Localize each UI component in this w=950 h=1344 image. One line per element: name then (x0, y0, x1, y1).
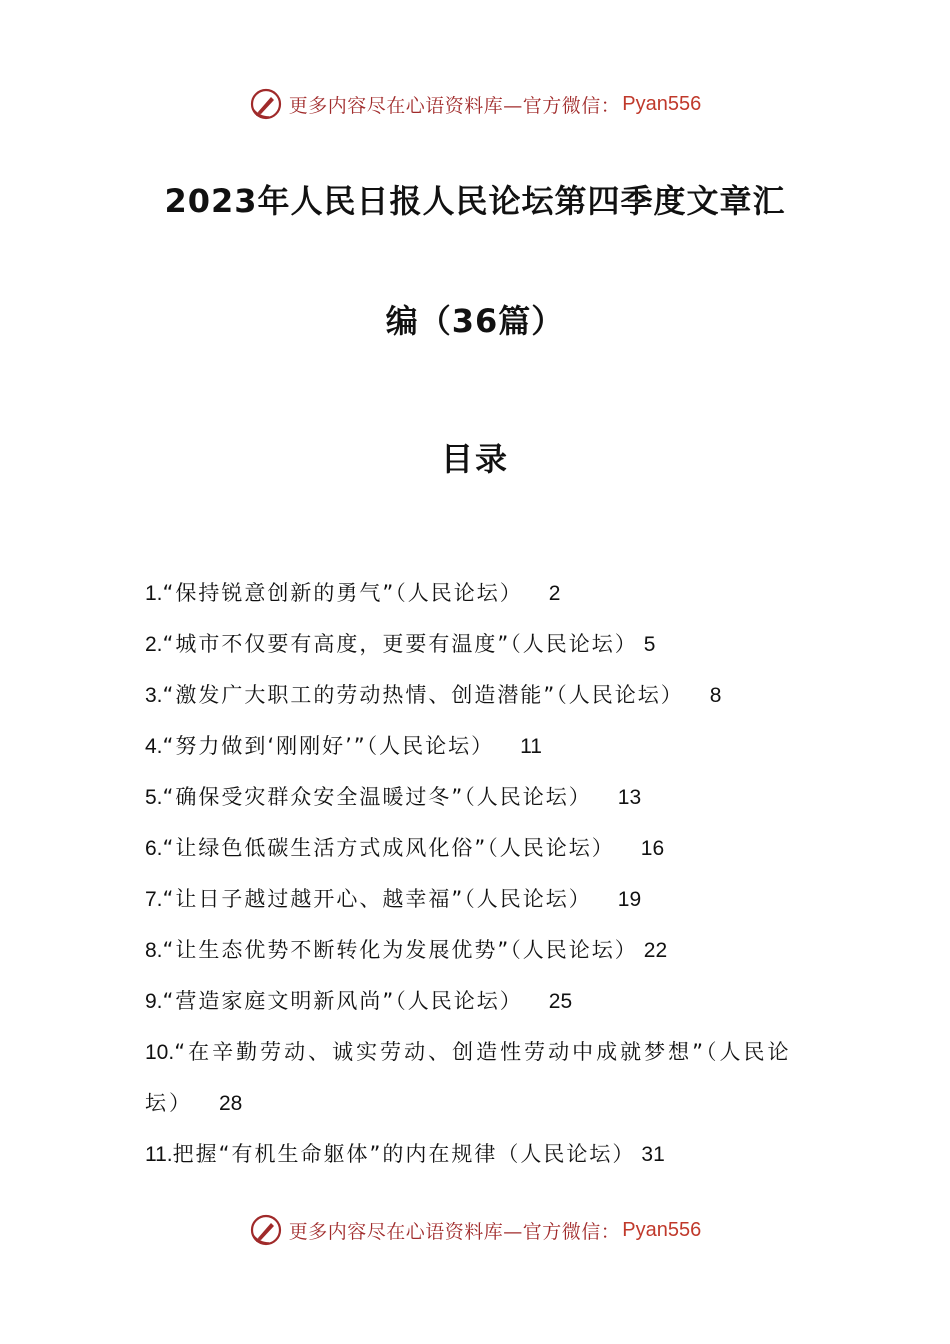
toc-entry-number: 10. (145, 1041, 175, 1064)
toc-entry[interactable] (145, 721, 810, 772)
pen-logo-icon (249, 1213, 283, 1247)
toc-entry[interactable] (145, 772, 810, 823)
toc-entry[interactable] (145, 568, 810, 619)
toc-heading: 目录 (440, 440, 509, 478)
toc-entry-page: 31 (641, 1143, 665, 1166)
toc-entry-page: 13 (617, 786, 642, 809)
footer-watermark (0, 1210, 950, 1250)
table-of-contents (145, 568, 810, 1180)
toc-entry-title: “确保受灾群众安全温暖过冬”（人民论坛） (162, 785, 592, 809)
toc-entry[interactable] (145, 874, 810, 925)
toc-entry-number: 9. (145, 990, 163, 1013)
toc-entry-title: “在辛勤劳动、诚实劳动、创造性劳动中成就梦想”（人民论坛） (145, 1040, 792, 1115)
watermark-text: 更多内容尽在心语资料库—官方微信： (288, 94, 621, 117)
toc-entry[interactable] (145, 1129, 810, 1180)
toc-entry-page: 25 (548, 990, 573, 1013)
watermark-text: 更多内容尽在心语资料库—官方微信： (288, 1220, 621, 1243)
toc-entry-number: 5. (145, 786, 163, 809)
pen-logo-icon (249, 87, 283, 121)
header-watermark (0, 84, 950, 124)
toc-entry-title: “营造家庭文明新风尚”（人民论坛） (162, 989, 523, 1013)
toc-entry-title: “让日子越过越开心、越幸福”（人民论坛） (162, 887, 592, 911)
toc-entry-title: “激发广大职工的劳动热情、创造潜能”（人民论坛） (162, 683, 684, 707)
toc-entry-number: 2. (145, 633, 163, 656)
toc-entry-page: 5 (643, 633, 656, 656)
toc-entry-title: 把握“有机生命躯体”的内在规律（人民论坛） (172, 1142, 636, 1166)
toc-entry[interactable] (145, 976, 810, 1027)
toc-entry-page: 22 (643, 939, 668, 962)
toc-entry-number: 3. (145, 684, 163, 707)
toc-entry-number: 7. (145, 888, 163, 911)
toc-entry-number: 8. (145, 939, 163, 962)
toc-entry-page: 28 (219, 1092, 243, 1115)
toc-entry-title: “城市不仅要有高度，更要有温度”（人民论坛） (162, 632, 638, 656)
toc-entry[interactable] (145, 823, 810, 874)
toc-entry-page: 16 (640, 837, 665, 860)
document-title-line-1: 2023年人民日报人民论坛第四季度文章汇 (164, 182, 786, 220)
watermark-wechat-id: Pyan556 (622, 92, 702, 115)
toc-entry-page: 2 (548, 582, 561, 605)
toc-entry[interactable] (145, 670, 810, 721)
toc-entry-title: “让绿色低碳生活方式成风化俗”（人民论坛） (162, 836, 615, 860)
toc-entry-number: 11. (145, 1143, 173, 1166)
toc-entry-number: 6. (145, 837, 163, 860)
toc-entry[interactable] (145, 619, 810, 670)
toc-entry[interactable] (145, 925, 810, 976)
document-title-line-2: 编（36篇） (385, 302, 565, 340)
toc-entry-number: 1. (145, 582, 163, 605)
watermark-wechat-id: Pyan556 (622, 1218, 702, 1241)
toc-entry-title: “让生态优势不断转化为发展优势”（人民论坛） (162, 938, 638, 962)
toc-entry-title: “努力做到‘刚刚好’”（人民论坛） (162, 734, 495, 758)
toc-entry-page: 19 (617, 888, 642, 911)
toc-entry-title: “保持锐意创新的勇气”（人民论坛） (162, 581, 523, 605)
toc-entry[interactable] (145, 1027, 810, 1129)
toc-entry-page: 11 (520, 735, 542, 758)
toc-entry-page: 8 (709, 684, 722, 707)
toc-entry-number: 4. (145, 735, 163, 758)
